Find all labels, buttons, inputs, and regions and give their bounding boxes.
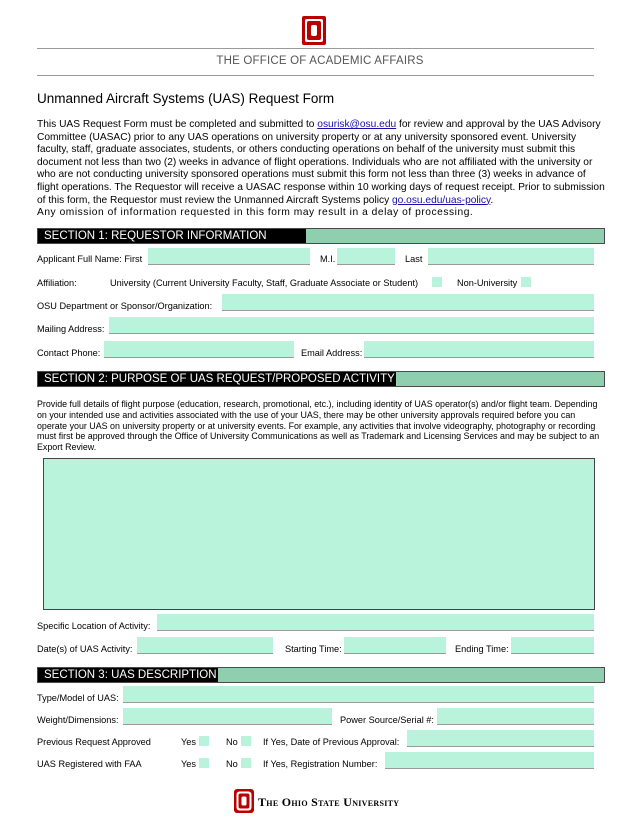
faa-no-label: No	[226, 759, 238, 769]
uas-type-label: Type/Model of UAS:	[37, 693, 119, 703]
faa-no-checkbox[interactable]	[241, 758, 251, 768]
osu-block-o-logo	[302, 16, 326, 45]
header-top-rule	[37, 48, 594, 49]
intro-paragraph	[37, 119, 605, 220]
policy-link[interactable]: go.osu.edu/uas-policy	[392, 194, 491, 206]
last-name-label: Last	[405, 254, 423, 264]
contact-phone-label: Contact Phone:	[37, 348, 101, 358]
power-source-field[interactable]	[437, 708, 594, 725]
section1-header	[37, 228, 605, 244]
first-name-field[interactable]	[148, 248, 310, 265]
email-link[interactable]: osurisk@osu.edu	[317, 119, 397, 130]
power-source-label: Power Source/Serial #:	[340, 715, 434, 725]
header-bottom-rule	[37, 75, 594, 76]
affiliation-label: Affiliation:	[37, 278, 77, 288]
form-title: Unmanned Aircraft Systems (UAS) Request Form	[37, 91, 335, 106]
mailing-address-label: Mailing Address:	[37, 324, 105, 334]
faa-yes-label: Yes	[181, 759, 196, 769]
previous-approval-date-field[interactable]	[407, 730, 594, 747]
location-field[interactable]	[157, 614, 594, 631]
section3-title: SECTION 3: UAS DESCRIPTION	[38, 668, 218, 682]
intro-text-c: .	[490, 194, 494, 206]
purpose-instructions: Provide full details of flight purpose (education, research, promotional, etc.), including identity of UAS operator(s) and/or flight team. Depending on your intended use and activities associated with the use of your UAS, there may be other university approvals required before you can operate your UAS on university property or at university events. For example, any activities that involve videography, photography or recording must first be approved through the Office of University Communications as well as Trademark and Licensing Services and may be subject to an Export Review.	[37, 399, 600, 453]
uas-type-field[interactable]	[123, 686, 594, 703]
department-field[interactable]	[222, 294, 594, 311]
mi-label: M.I.	[320, 254, 336, 264]
faa-yes-checkbox[interactable]	[199, 758, 209, 768]
university-option-label: University (Current University Faculty, Staff, Graduate Associate or Student)	[110, 278, 419, 288]
previous-request-label: Previous Request Approved	[37, 737, 151, 747]
starting-time-field[interactable]	[344, 637, 446, 654]
email-address-field[interactable]	[364, 341, 594, 358]
weight-dimensions-field[interactable]	[123, 708, 332, 725]
previous-no-label: No	[226, 737, 238, 747]
intro-omission-note: Any omission of information requested in this form may result in a delay of processing.	[37, 207, 474, 219]
section3-header	[37, 667, 605, 683]
applicant-name-label: Applicant Full Name: First	[37, 254, 143, 264]
registration-number-label: If Yes, Registration Number:	[263, 759, 378, 769]
middle-initial-field[interactable]	[337, 248, 395, 265]
contact-phone-field[interactable]	[104, 341, 294, 358]
section2-title: SECTION 2: PURPOSE OF UAS REQUEST/PROPOSED ACTIVITY	[38, 372, 396, 386]
last-name-field[interactable]	[428, 248, 594, 265]
non-university-checkbox[interactable]	[521, 277, 531, 287]
ending-time-label: Ending Time:	[455, 644, 509, 654]
purpose-details-textarea[interactable]	[43, 458, 595, 610]
osu-footer-logo	[234, 789, 254, 813]
activity-dates-field[interactable]	[137, 637, 273, 654]
email-address-label: Email Address:	[301, 348, 363, 358]
previous-approval-date-label: If Yes, Date of Previous Approval:	[263, 737, 400, 747]
faa-registered-label: UAS Registered with FAA	[37, 759, 142, 769]
previous-no-checkbox[interactable]	[241, 736, 251, 746]
department-label: OSU Department or Sponsor/Organization:	[37, 301, 213, 311]
intro-text-b: for review and approval by the UAS Advisory Committee (UASAC) prior to any UAS operations on university property or at any university sponsored event. University faculty, staff, graduate associates, students, or others conducting operations on behalf of the university must submit this document not less than two (2) weeks in advance of flight operations. Individuals who are not affiliated with the university or who are not conducting university sponsored operations must submit this form not less than three (3) weeks in advance of flight operations. The Requestor will receive a UASAC response within 10 working days of request receipt. Prior to submission of this form, the Requestor must review the Unmanned Aircraft Systems policy	[37, 119, 605, 206]
registration-number-field[interactable]	[385, 752, 594, 769]
mailing-address-field[interactable]	[109, 317, 594, 334]
previous-yes-checkbox[interactable]	[199, 736, 209, 746]
ending-time-field[interactable]	[511, 637, 594, 654]
weight-dimensions-label: Weight/Dimensions:	[37, 715, 119, 725]
university-wordmark: The Ohio State University	[258, 795, 400, 809]
activity-dates-label: Date(s) of UAS Activity:	[37, 644, 133, 654]
non-university-label: Non-University	[457, 278, 518, 288]
intro-text-a: This UAS Request Form must be completed and submitted to	[37, 119, 318, 130]
starting-time-label: Starting Time:	[285, 644, 342, 654]
office-name: THE OFFICE OF ACADEMIC AFFAIRS	[216, 55, 424, 67]
location-label: Specific Location of Activity:	[37, 621, 151, 631]
university-checkbox[interactable]	[432, 277, 442, 287]
section1-title: SECTION 1: REQUESTOR INFORMATION	[38, 229, 306, 243]
previous-yes-label: Yes	[181, 737, 196, 747]
section2-header	[37, 371, 605, 387]
